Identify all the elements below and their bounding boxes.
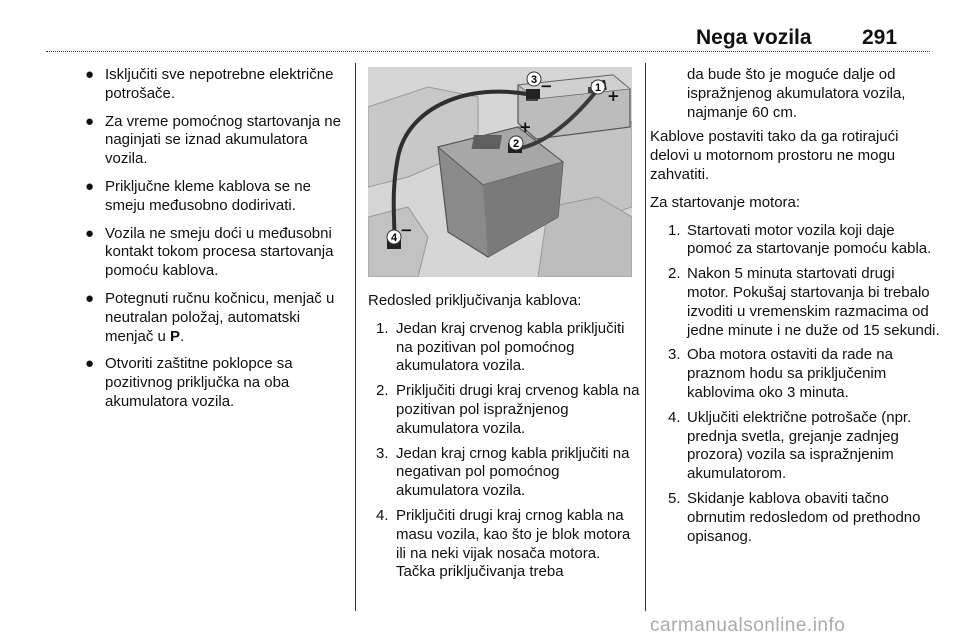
column-divider-right: [645, 63, 646, 611]
list-item: ● Isključiti sve nepotrebne električne potrošače.: [85, 66, 334, 102]
column-divider-left: [355, 63, 356, 611]
section-title: Nega vozila: [696, 26, 812, 49]
bullet-icon: ●: [85, 224, 95, 242]
list-item: ● Potegnuti ručnu kočnicu, menjač u neutralan položaj, automatski menjač u P.: [85, 289, 335, 345]
bullet-icon: ●: [85, 177, 95, 195]
list-item: 5. Skidanje kablova obaviti tačno obrnutim redosledom od prethodno opisanog.: [668, 489, 921, 545]
list-item: ● Otvoriti zaštitne poklopce sa pozitivnog priključka na oba akumulatora vozila.: [85, 355, 293, 410]
bullet-icon: ●: [85, 112, 95, 130]
list-item: 1. Jedan kraj crvenog kabla priključiti na pozitivan pol pomoćnog akumulatora vozila.: [376, 319, 625, 375]
start-engine-intro: Za startovanje motora:: [650, 193, 801, 211]
list-item: 1. Startovati motor vozila koji daje pomoć za startovanje pomoću kabla.: [668, 221, 932, 258]
battery-jump-diagram: [368, 67, 632, 277]
plus-sign: +: [607, 87, 620, 105]
list-item: 4. Priključiti drugi kraj crnog kabla na masu vozila, kao što je blok motora ili na neki vijak nosača motora. Tačka priključivanja treba: [376, 506, 631, 581]
park-position-letter: P: [170, 327, 181, 345]
minus-sign: −: [400, 221, 413, 239]
page-number: 291: [862, 26, 898, 49]
list-item: ● Priključne kleme kablova se ne smeju međusobno dodirivati.: [85, 177, 311, 214]
plus-sign: +: [519, 118, 532, 136]
precaution-list: [80, 66, 350, 412]
label-4: 4: [390, 232, 398, 244]
bullet-icon: ●: [85, 355, 95, 373]
list-item: 2. Priključiti drugi kraj crvenog kabla na pozitivan pol ispražnjenog akumulatora vozila.: [376, 382, 640, 437]
connection-steps: [368, 320, 640, 582]
connection-order-intro: Redosled priključivanja kablova:: [368, 292, 582, 309]
column-1: [80, 66, 350, 421]
list-item: ● Za vreme pomoćnog startovanja ne naginjati se iznad akumulatora vozila.: [85, 112, 341, 168]
column-3: [650, 66, 940, 552]
bullet-icon: ●: [85, 66, 95, 83]
start-steps: [650, 222, 940, 547]
list-item: ● Vozila ne smeju doći u međusobni kontakt tokom procesa startovanja pomoću kablova.: [85, 224, 334, 280]
header-rule: [46, 51, 930, 52]
engine-bay-illustration: [368, 67, 632, 277]
watermark: carmanualsonline.info: [650, 615, 846, 636]
label-2: 2: [512, 138, 520, 150]
minus-sign: −: [540, 77, 553, 95]
list-item: 3. Jedan kraj crnog kabla priključiti na negativan pol pomoćnog akumulatora vozila.: [376, 444, 630, 500]
cable-routing-note: Kablove postaviti tako da ga rotirajući delovi u motornom prostoru ne mogu zahvatiti.: [650, 128, 899, 183]
list-item: 2. Nakon 5 minuta startovati drugi motor. Pokušaj startovanja bi trebalo izvoditi u vremenskim razmacima od jedne minute i ne duže od 15 sekundi.: [668, 265, 940, 339]
page-header: [0, 0, 960, 52]
label-3: 3: [530, 74, 538, 86]
column-2: [368, 292, 640, 588]
step-continuation: da bude što je moguće dalje od ispražnjenog akumulatora vozila, najmanje 60 cm.: [687, 66, 906, 121]
label-1: 1: [594, 82, 602, 94]
list-item: 3. Oba motora ostaviti da rade na praznom hodu sa priključenim kablovima oko 3 minuta.: [668, 346, 893, 401]
list-item: 4. Uključiti električne potrošače (npr. prednja svetla, grejanje zadnjeg prozora) vozila sa ispražnjenim akumulatorom.: [668, 408, 912, 483]
bullet-icon: ●: [85, 289, 95, 307]
